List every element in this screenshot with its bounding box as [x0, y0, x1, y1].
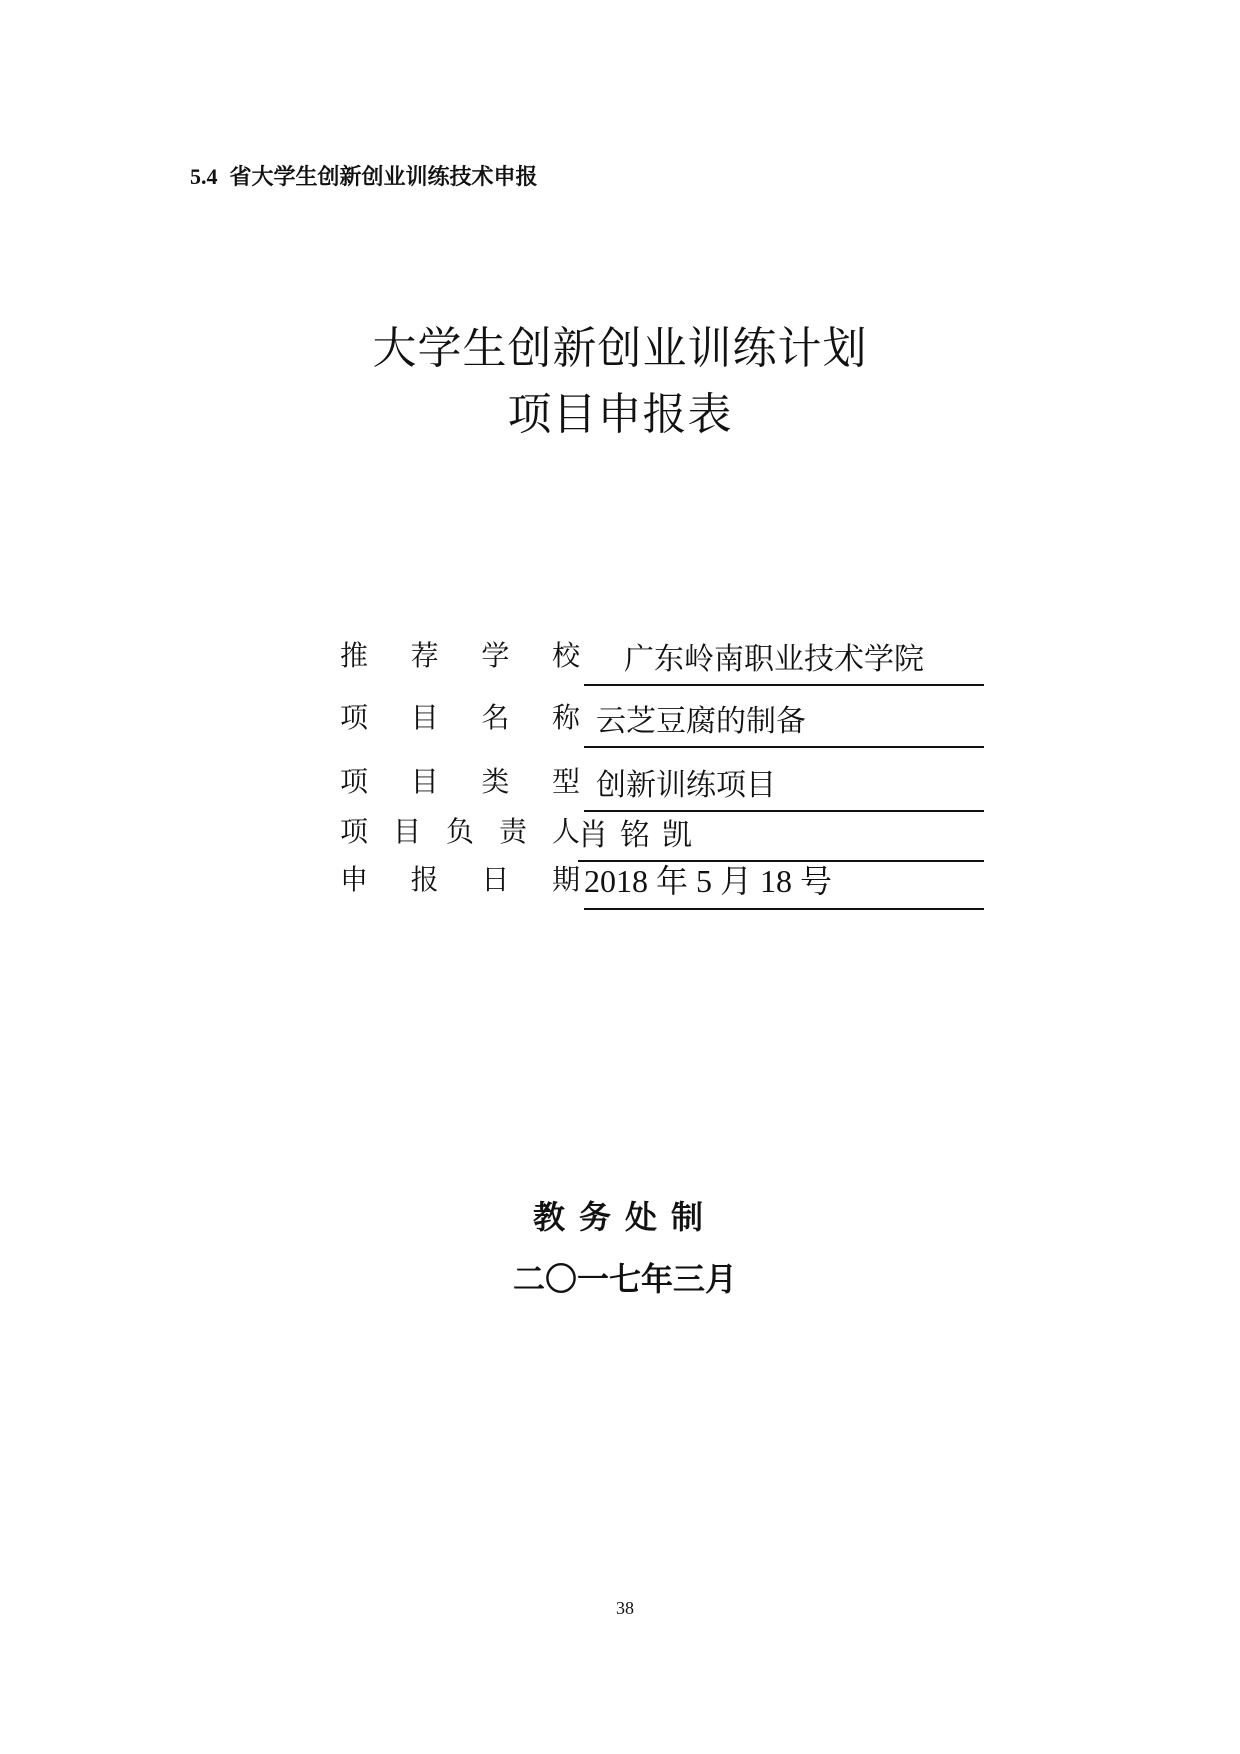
issuer-label: 教务处制: [532, 1198, 717, 1236]
section-heading: [190, 160, 538, 191]
field-underline-project-name: [584, 702, 984, 748]
field-value-school: 广东岭南职业技术学院: [624, 642, 924, 677]
issue-date: 二〇一七年三月: [512, 1260, 737, 1298]
field-underline-application-date: [584, 864, 984, 910]
field-label-project-type: [340, 760, 580, 800]
label-char: 报: [410, 863, 439, 896]
field-value-project-name: 云芝豆腐的制备: [596, 704, 806, 739]
label-char: 推: [340, 639, 369, 672]
form-title-line-2: 项目申报表: [507, 389, 733, 440]
label-char: 类: [481, 765, 510, 798]
label-char: 称: [551, 701, 580, 734]
label-char: 目: [410, 765, 439, 798]
field-value-application-date: 2018 年 5 月 18 号: [584, 863, 833, 899]
field-label-school: [340, 634, 580, 674]
field-label-project-leader: [340, 810, 580, 850]
label-char: 日: [481, 863, 510, 896]
label-char: 项: [340, 701, 369, 734]
form-title-line-1: 大学生创新创业训练计划: [372, 323, 868, 374]
label-char: 校: [551, 639, 580, 672]
label-char: 申: [340, 863, 369, 896]
field-label-project-name: [340, 696, 580, 736]
label-char: 项: [340, 815, 369, 848]
label-char: 目: [410, 701, 439, 734]
label-char: 期: [551, 863, 580, 896]
field-label-application-date: [340, 858, 580, 898]
page-number: 38: [616, 1598, 634, 1618]
label-char: 学: [481, 639, 510, 672]
label-char: 名: [481, 701, 510, 734]
field-underline-project-type: [584, 766, 984, 812]
label-char: 负: [445, 815, 474, 848]
field-value-project-leader: 肖铭凯: [578, 818, 704, 853]
label-char: 型: [551, 765, 580, 798]
field-underline-school: [584, 640, 984, 686]
label-char: 荐: [410, 639, 439, 672]
section-number: 5.4: [190, 164, 218, 189]
section-title: 省大学生创新创业训练技术申报: [229, 165, 538, 190]
label-char: 责: [498, 815, 527, 848]
field-value-project-type: 创新训练项目: [596, 768, 776, 803]
label-char: 人: [551, 815, 580, 848]
label-char: 项: [340, 765, 369, 798]
label-char: 目: [392, 815, 421, 848]
